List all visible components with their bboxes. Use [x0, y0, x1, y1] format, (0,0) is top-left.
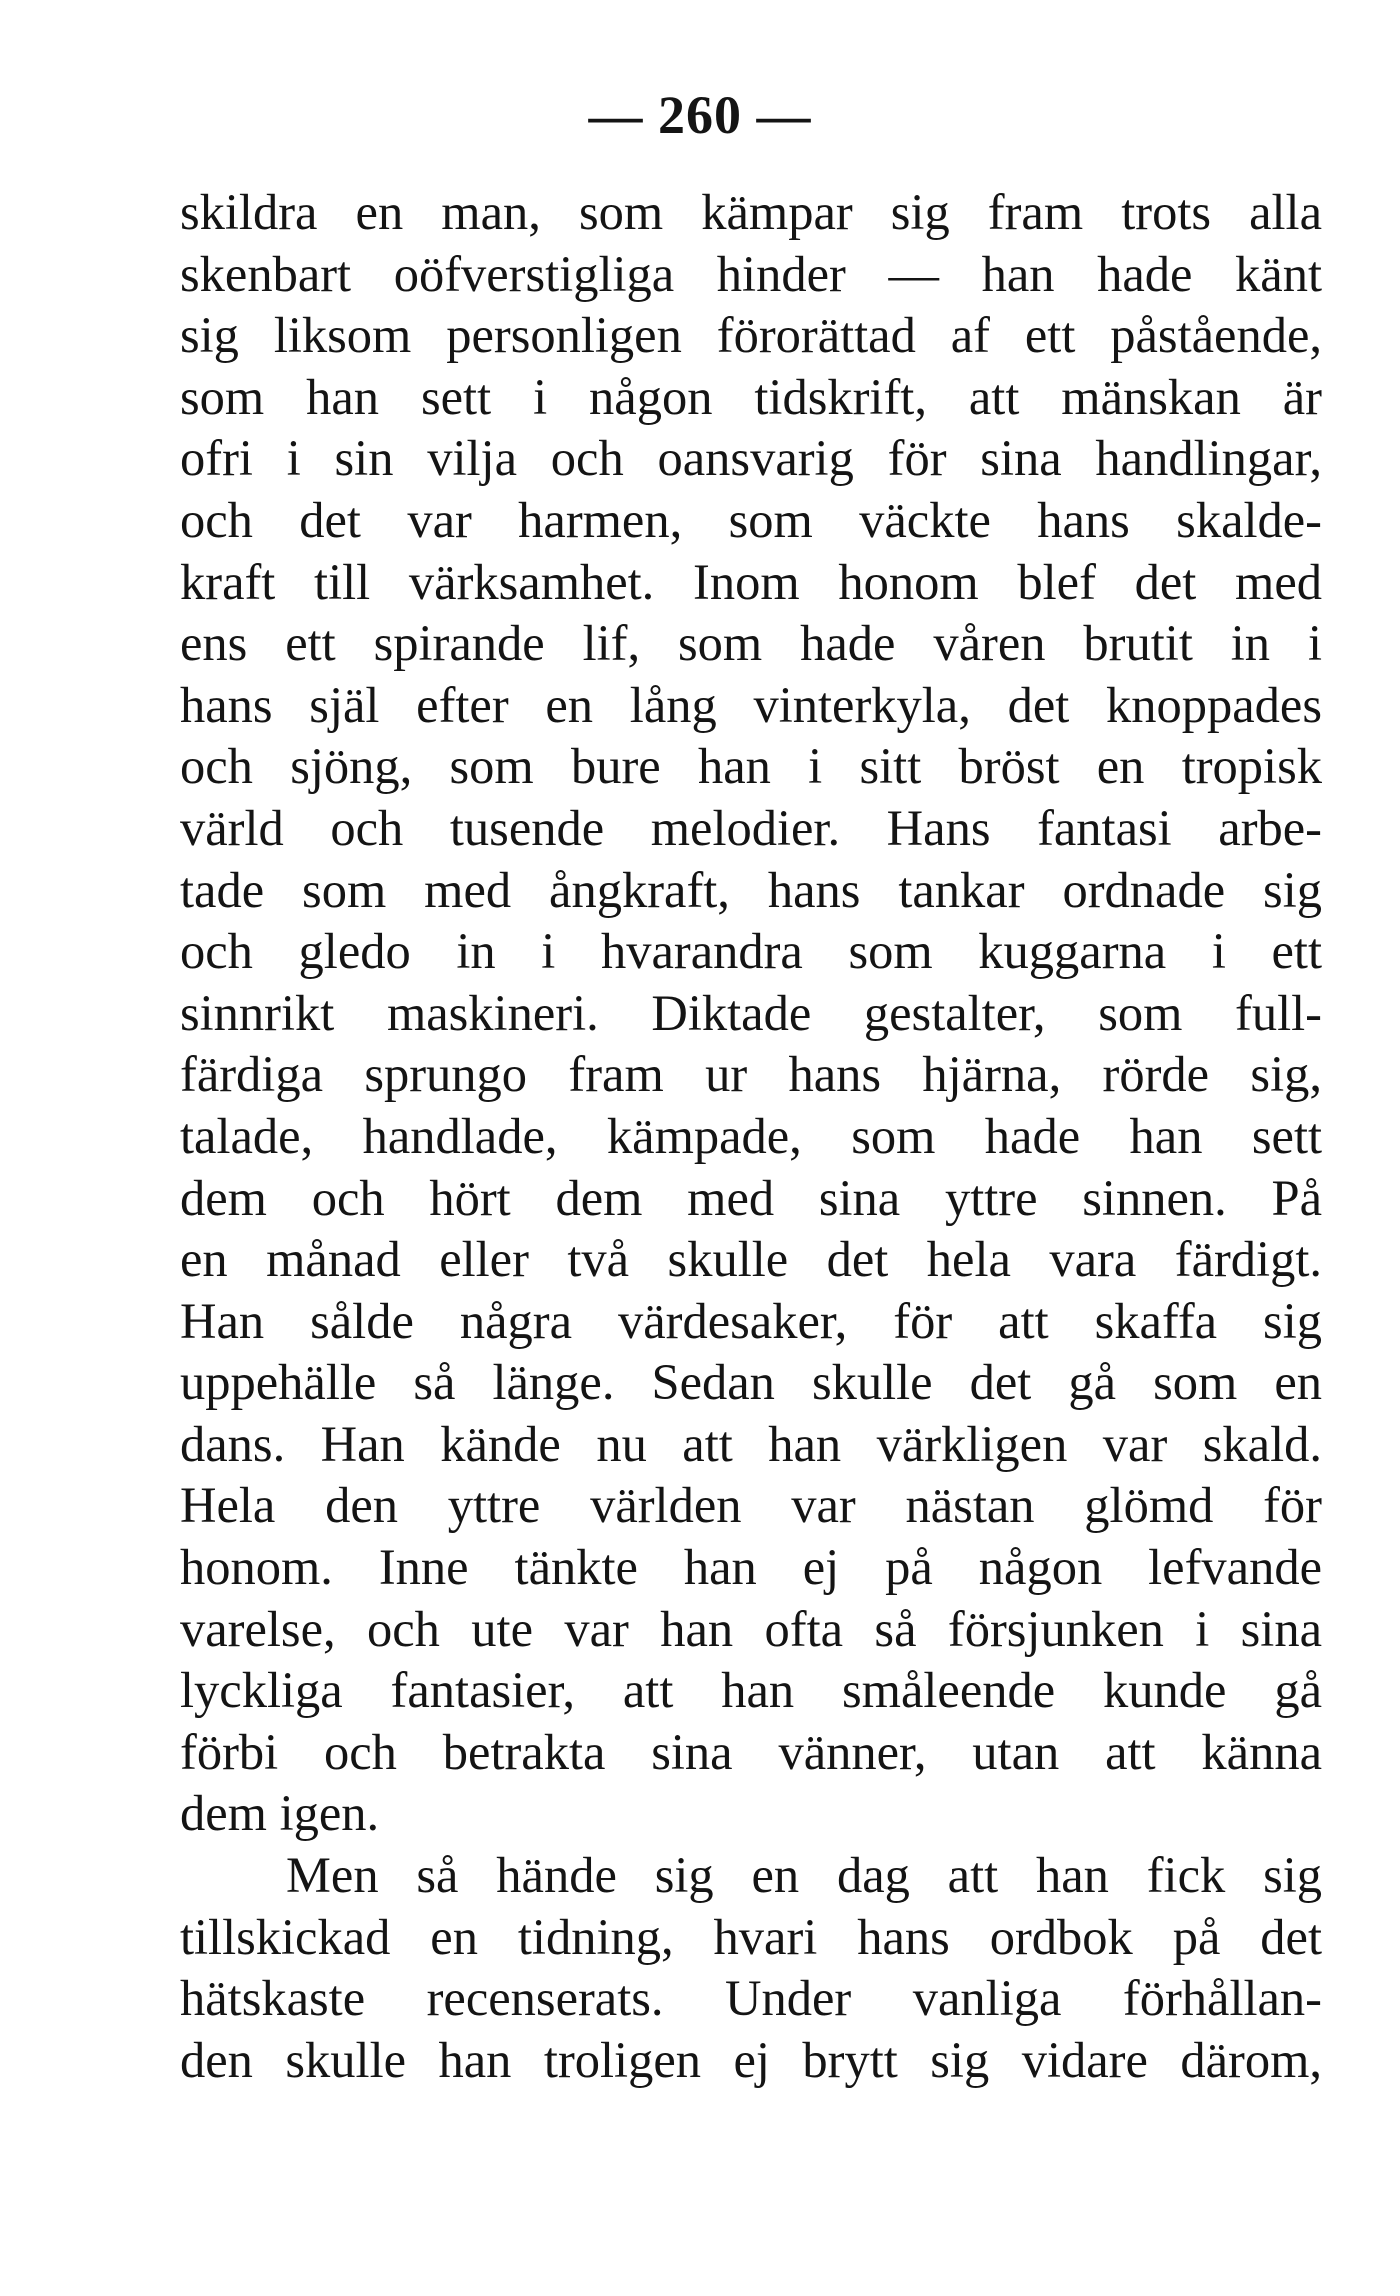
text-line: en månad eller två skulle det hela vara färdigt.	[180, 1231, 1322, 1288]
text-line: tade som med ångkraft, hans tankar ordnade sig	[180, 861, 1322, 918]
text-line: skenbart oöfverstigliga hinder — han hade känt	[180, 245, 1322, 302]
text-line: hans själ efter en lång vinterkyla, det knoppades	[180, 676, 1322, 733]
paragraph-end-line: dem igen.	[180, 1785, 380, 1842]
text-line: talade, handlade, kämpade, som hade han sett	[180, 1107, 1322, 1164]
text-line: den skulle han troligen ej brytt sig vidare därom,	[180, 2031, 1322, 2088]
text-line: tillskickad en tidning, hvari hans ordbok på det	[180, 1908, 1322, 1965]
text-line: Han sålde några värdesaker, för att skaffa sig	[180, 1292, 1322, 1349]
page-number: — 260 —	[588, 85, 812, 145]
text-line: honom. Inne tänkte han ej på någon lefvande	[180, 1539, 1322, 1596]
text-line: sig liksom personligen förorättad af ett påstående,	[180, 307, 1322, 364]
text-line: sinnrikt maskineri. Diktade gestalter, som full-	[180, 984, 1322, 1041]
text-line: och det var harmen, som väckte hans skalde-	[180, 491, 1322, 548]
text-line: uppehälle så länge. Sedan skulle det gå som en	[180, 1354, 1322, 1411]
text-line: lyckliga fantasier, att han småleende kunde gå	[180, 1662, 1322, 1719]
text-line: som han sett i någon tidskrift, att mänskan är	[180, 368, 1322, 425]
text-line: och sjöng, som bure han i sitt bröst en tropisk	[180, 738, 1322, 795]
text-line: hätskaste recenserats. Under vanliga förhållan-	[180, 1970, 1322, 2027]
text-line: skildra en man, som kämpar sig fram trots alla	[180, 184, 1322, 240]
paragraph-start-line: Men så hände sig en dag att han fick sig	[286, 1847, 1322, 1904]
text-line: och gledo in i hvarandra som kuggarna i ett	[180, 923, 1322, 980]
text-line: värld och tusende melodier. Hans fantasi arbe-	[180, 799, 1322, 856]
text-line: varelse, och ute var han ofta så försjunken i sina	[180, 1600, 1322, 1657]
text-line: Hela den yttre världen var nästan glömd för	[180, 1477, 1322, 1534]
text-line: dans. Han kände nu att han värkligen var skald.	[180, 1415, 1322, 1472]
text-line: kraft till värksamhet. Inom honom blef det med	[180, 553, 1322, 610]
text-line: ens ett spirande lif, som hade våren brutit in i	[180, 615, 1322, 672]
body-text	[180, 182, 1322, 2091]
text-line: färdiga sprungo fram ur hans hjärna, rörde sig,	[180, 1046, 1322, 1103]
text-line: ofri i sin vilja och oansvarig för sina handlingar,	[180, 430, 1322, 487]
text-line: dem och hört dem med sina yttre sinnen. På	[180, 1169, 1322, 1226]
text-line: förbi och betrakta sina vänner, utan att känna	[180, 1723, 1322, 1780]
